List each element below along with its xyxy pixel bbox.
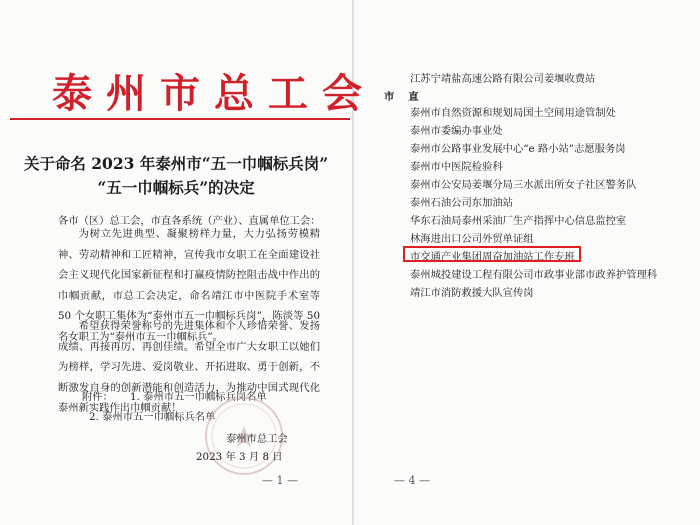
list-item: 华东石油局泰州采油厂生产指挥中心信息监控室 (410, 215, 627, 227)
masthead: 泰州市总工会 (52, 70, 376, 117)
document-title-line1: 关于命名 2023 年泰州市“五一巾帼标兵岗” (23, 154, 329, 173)
annex-label: 附件： (82, 391, 113, 403)
list-item: 泰州城投建设工程有限公司市政事业部市政养护管理科 (410, 269, 658, 281)
list-item-highlighted: 市交通产业集团周奋加油站工作专班 (410, 251, 575, 263)
list-item: 江苏宁靖盐高速公路有限公司姜堰收费站 (410, 73, 596, 85)
list-item: 泰州市公安局姜堰分局三水派出所女子社区警务队 (410, 179, 637, 191)
section-header: 市直 (384, 91, 433, 103)
document-title-line2: “五一巾帼标兵”的决定 (97, 178, 255, 197)
salutation: 各市（区）总工会，市直各系统（产业）、直属单位工会： (58, 215, 321, 227)
list-item: 靖江市消防救援大队宣传岗 (410, 287, 534, 299)
annex-item: 1. 泰州市五一巾帼标兵岗名单 (130, 391, 267, 403)
page-number: — 4 — (394, 474, 430, 487)
list-item: 林海进出口公司外贸单证组 (410, 233, 534, 245)
list-item: 泰州市自然资源和规划局国土空间用途管制处 (410, 107, 616, 119)
signature-organization: 泰州市总工会 (226, 433, 288, 445)
signature-date: 2023 年 3 月 8 日 (196, 451, 283, 463)
body-paragraph-2: 希望获得荣誉称号的先进集体和个人珍惜荣誉、发扬成绩、再接再厉、再创佳绩。希望全市广大女职工以她们为榜样，学习先进、爱岗敬业、开拓进取、勇于创新，不断激发自身的创新潜能和创造活力，为推动中国式现代化泰州新实践作出巾帼贡献！ (58, 320, 320, 414)
body-paragraph-1: 为树立先进典型、凝聚榜样力量，大力弘扬劳模精神、劳动精神和工匠精神，宣传我市女职工在全面建设社会主义现代化国家新征程和打赢疫情防控阻击战中作出的巾帼贡献，市总工会决定，命名靖江市中医院手术室等 50 个女职工集体为“泰州市五一巾帼标兵岗”，陈淡等 50 名女职工为“泰州市五一巾帼标兵”。 (58, 228, 320, 343)
list-item: 泰州市委编办事业处 (410, 125, 503, 137)
annex-item: 2. 泰州市五一巾帼标兵名单 (89, 411, 216, 423)
list-item: 泰州石油公司东加油站 (410, 197, 513, 209)
red-divider-line (10, 118, 350, 120)
page-number: — 1 — (262, 474, 298, 487)
list-item: 泰州市公路事业发展中心“e 路小站”志愿服务岗 (410, 143, 626, 155)
highlight-box (403, 246, 581, 262)
list-item: 泰州市中医院检验科 (410, 161, 503, 173)
